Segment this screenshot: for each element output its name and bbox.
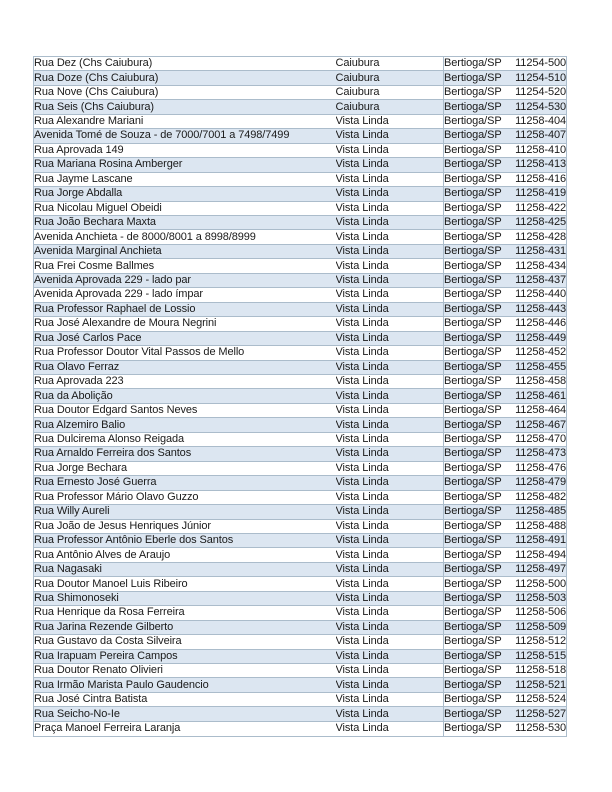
neighborhood-cell: Vista Linda (336, 505, 444, 519)
table-row (34, 692, 567, 706)
postal-code-cell: 11258-434 (508, 259, 567, 273)
city-state-cell: Bertioga/SP (444, 143, 508, 157)
table-row (34, 201, 567, 215)
table-row (34, 707, 567, 721)
table-row (34, 187, 567, 201)
city-state-cell: Bertioga/SP (444, 244, 508, 258)
table-row (34, 215, 567, 229)
neighborhood-cell: Vista Linda (336, 288, 444, 302)
city-state-cell: Bertioga/SP (444, 678, 508, 692)
table-row (34, 143, 567, 157)
table-row (34, 678, 567, 692)
city-state-cell: Bertioga/SP (444, 432, 508, 446)
table-row (34, 360, 567, 374)
postal-code-cell: 11258-440 (508, 288, 567, 302)
street-cell: Avenida Anchieta - de 8000/8001 a 8998/8999 (34, 230, 336, 244)
postal-code-cell: 11258-485 (508, 505, 567, 519)
table-row (34, 244, 567, 258)
postal-code-cell: 11258-443 (508, 302, 567, 316)
city-state-cell: Bertioga/SP (444, 562, 508, 576)
street-cell: Rua Arnaldo Ferreira dos Santos (34, 447, 336, 461)
street-cell: Rua José Carlos Pace (34, 331, 336, 345)
street-cell: Rua Seicho-No-Ie (34, 707, 336, 721)
table-row (34, 317, 567, 331)
city-state-cell: Bertioga/SP (444, 187, 508, 201)
city-state-cell: Bertioga/SP (444, 57, 508, 71)
neighborhood-cell: Caiubura (336, 100, 444, 114)
street-cell: Rua Olavo Ferraz (34, 360, 336, 374)
city-state-cell: Bertioga/SP (444, 519, 508, 533)
city-state-cell: Bertioga/SP (444, 707, 508, 721)
street-cell: Rua João de Jesus Henriques Júnior (34, 519, 336, 533)
postal-code-cell: 11258-512 (508, 635, 567, 649)
postal-code-cell: 11258-530 (508, 721, 567, 736)
table-row (34, 591, 567, 605)
city-state-cell: Bertioga/SP (444, 461, 508, 475)
street-cell: Rua José Cintra Batista (34, 692, 336, 706)
table-row (34, 418, 567, 432)
neighborhood-cell: Vista Linda (336, 432, 444, 446)
neighborhood-cell: Vista Linda (336, 403, 444, 417)
postal-code-cell: 11258-470 (508, 432, 567, 446)
city-state-cell: Bertioga/SP (444, 606, 508, 620)
street-cell: Rua Aprovada 223 (34, 374, 336, 388)
street-cell: Avenida Tomé de Souza - de 7000/7001 a 7498/7499 (34, 129, 336, 143)
street-cell: Rua Jayme Lascane (34, 172, 336, 186)
city-state-cell: Bertioga/SP (444, 389, 508, 403)
street-cell: Rua Ernesto José Guerra (34, 476, 336, 490)
postal-code-cell: 11258-446 (508, 317, 567, 331)
neighborhood-cell: Vista Linda (336, 591, 444, 605)
city-state-cell: Bertioga/SP (444, 273, 508, 287)
postal-code-cell: 11258-494 (508, 548, 567, 562)
table-row (34, 461, 567, 475)
city-state-cell: Bertioga/SP (444, 476, 508, 490)
city-state-cell: Bertioga/SP (444, 85, 508, 99)
street-cell: Rua Alzemiro Balio (34, 418, 336, 432)
postal-code-cell: 11258-473 (508, 447, 567, 461)
street-cell: Rua Professor Raphael de Lossio (34, 302, 336, 316)
table-row (34, 172, 567, 186)
neighborhood-cell: Vista Linda (336, 606, 444, 620)
street-cell: Rua Mariana Rosina Amberger (34, 158, 336, 172)
neighborhood-cell: Vista Linda (336, 476, 444, 490)
street-cell: Rua Nagasaki (34, 562, 336, 576)
street-cell: Rua Jarina Rezende Gilberto (34, 620, 336, 634)
table-row (34, 273, 567, 287)
table-row (34, 230, 567, 244)
table-row (34, 114, 567, 128)
table-row (34, 331, 567, 345)
table-row (34, 259, 567, 273)
table-row (34, 533, 567, 547)
city-state-cell: Bertioga/SP (444, 649, 508, 663)
city-state-cell: Bertioga/SP (444, 577, 508, 591)
neighborhood-cell: Caiubura (336, 85, 444, 99)
postal-code-cell: 11258-458 (508, 374, 567, 388)
table-row (34, 505, 567, 519)
table-row (34, 57, 567, 71)
street-cell: Rua Gustavo da Costa Silveira (34, 635, 336, 649)
neighborhood-cell: Vista Linda (336, 562, 444, 576)
street-cell: Rua Dulcirema Alonso Reigada (34, 432, 336, 446)
table-row (34, 374, 567, 388)
street-cell: Avenida Marginal Anchieta (34, 244, 336, 258)
neighborhood-cell: Vista Linda (336, 187, 444, 201)
postal-code-cell: 11258-461 (508, 389, 567, 403)
street-cell: Rua Jorge Bechara (34, 461, 336, 475)
city-state-cell: Bertioga/SP (444, 505, 508, 519)
neighborhood-cell: Vista Linda (336, 374, 444, 388)
neighborhood-cell: Vista Linda (336, 244, 444, 258)
city-state-cell: Bertioga/SP (444, 100, 508, 114)
city-state-cell: Bertioga/SP (444, 418, 508, 432)
city-state-cell: Bertioga/SP (444, 346, 508, 360)
neighborhood-cell: Vista Linda (336, 331, 444, 345)
street-cell: Rua da Abolição (34, 389, 336, 403)
neighborhood-cell: Vista Linda (336, 273, 444, 287)
neighborhood-cell: Vista Linda (336, 707, 444, 721)
neighborhood-cell: Vista Linda (336, 317, 444, 331)
postal-code-cell: 11258-419 (508, 187, 567, 201)
table-row (34, 721, 567, 736)
postal-code-cell: 11258-464 (508, 403, 567, 417)
neighborhood-cell: Vista Linda (336, 447, 444, 461)
table-row (34, 664, 567, 678)
table-row (34, 635, 567, 649)
city-state-cell: Bertioga/SP (444, 692, 508, 706)
neighborhood-cell: Vista Linda (336, 129, 444, 143)
street-cell: Rua João Bechara Maxta (34, 215, 336, 229)
city-state-cell: Bertioga/SP (444, 288, 508, 302)
street-cell: Rua Nove (Chs Caiubura) (34, 85, 336, 99)
city-state-cell: Bertioga/SP (444, 259, 508, 273)
neighborhood-cell: Vista Linda (336, 201, 444, 215)
street-cell: Rua Irapuam Pereira Campos (34, 649, 336, 663)
neighborhood-cell: Caiubura (336, 71, 444, 85)
table-row (34, 649, 567, 663)
street-cell: Rua Seis (Chs Caiubura) (34, 100, 336, 114)
neighborhood-cell: Vista Linda (336, 461, 444, 475)
city-state-cell: Bertioga/SP (444, 533, 508, 547)
street-cell: Rua Aprovada 149 (34, 143, 336, 157)
street-cell: Rua Professor Doutor Vital Passos de Mello (34, 346, 336, 360)
city-state-cell: Bertioga/SP (444, 71, 508, 85)
street-cell: Rua Doutor Renato Olivieri (34, 664, 336, 678)
table-row (34, 476, 567, 490)
city-state-cell: Bertioga/SP (444, 114, 508, 128)
table-row (34, 432, 567, 446)
table-row (34, 606, 567, 620)
postal-code-cell: 11258-425 (508, 215, 567, 229)
postal-code-cell: 11258-527 (508, 707, 567, 721)
neighborhood-cell: Vista Linda (336, 259, 444, 273)
postal-code-cell: 11258-476 (508, 461, 567, 475)
table-row (34, 346, 567, 360)
table-row (34, 100, 567, 114)
street-cell: Avenida Aprovada 229 - lado ímpar (34, 288, 336, 302)
neighborhood-cell: Vista Linda (336, 215, 444, 229)
postal-code-cell: 11258-437 (508, 273, 567, 287)
street-cell: Rua Doutor Edgard Santos Neves (34, 403, 336, 417)
postal-code-cell: 11258-506 (508, 606, 567, 620)
postal-code-cell: 11258-422 (508, 201, 567, 215)
city-state-cell: Bertioga/SP (444, 215, 508, 229)
neighborhood-cell: Vista Linda (336, 114, 444, 128)
street-cell: Rua Alexandre Mariani (34, 114, 336, 128)
cep-street-table (33, 56, 567, 737)
city-state-cell: Bertioga/SP (444, 360, 508, 374)
table-row (34, 288, 567, 302)
city-state-cell: Bertioga/SP (444, 490, 508, 504)
neighborhood-cell: Vista Linda (336, 620, 444, 634)
city-state-cell: Bertioga/SP (444, 317, 508, 331)
neighborhood-cell: Vista Linda (336, 360, 444, 374)
neighborhood-cell: Vista Linda (336, 577, 444, 591)
postal-code-cell: 11258-521 (508, 678, 567, 692)
table-row (34, 302, 567, 316)
city-state-cell: Bertioga/SP (444, 331, 508, 345)
street-cell: Rua Frei Cosme Ballmes (34, 259, 336, 273)
postal-code-cell: 11258-515 (508, 649, 567, 663)
table-row (34, 129, 567, 143)
table-row (34, 490, 567, 504)
neighborhood-cell: Vista Linda (336, 692, 444, 706)
table-row (34, 620, 567, 634)
table-row (34, 447, 567, 461)
neighborhood-cell: Vista Linda (336, 389, 444, 403)
city-state-cell: Bertioga/SP (444, 548, 508, 562)
neighborhood-cell: Vista Linda (336, 346, 444, 360)
neighborhood-cell: Vista Linda (336, 172, 444, 186)
postal-code-cell: 11254-500 (508, 57, 567, 71)
postal-code-cell: 11258-503 (508, 591, 567, 605)
table-row (34, 85, 567, 99)
city-state-cell: Bertioga/SP (444, 447, 508, 461)
neighborhood-cell: Caiubura (336, 57, 444, 71)
street-cell: Rua José Alexandre de Moura Negrini (34, 317, 336, 331)
table-row (34, 562, 567, 576)
neighborhood-cell: Vista Linda (336, 143, 444, 157)
postal-code-cell: 11254-530 (508, 100, 567, 114)
neighborhood-cell: Vista Linda (336, 302, 444, 316)
city-state-cell: Bertioga/SP (444, 635, 508, 649)
street-cell: Rua Henrique da Rosa Ferreira (34, 606, 336, 620)
street-cell: Rua Jorge Abdalla (34, 187, 336, 201)
street-cell: Rua Willy Aureli (34, 505, 336, 519)
postal-code-cell: 11258-518 (508, 664, 567, 678)
table-row (34, 158, 567, 172)
postal-code-cell: 11258-407 (508, 129, 567, 143)
neighborhood-cell: Vista Linda (336, 230, 444, 244)
street-cell: Praça Manoel Ferreira Laranja (34, 721, 336, 736)
street-cell: Rua Shimonoseki (34, 591, 336, 605)
postal-code-cell: 11258-449 (508, 331, 567, 345)
table-row (34, 548, 567, 562)
postal-code-cell: 11258-497 (508, 562, 567, 576)
postal-code-cell: 11258-410 (508, 143, 567, 157)
city-state-cell: Bertioga/SP (444, 230, 508, 244)
street-cell: Rua Doze (Chs Caiubura) (34, 71, 336, 85)
postal-code-cell: 11258-455 (508, 360, 567, 374)
neighborhood-cell: Vista Linda (336, 418, 444, 432)
city-state-cell: Bertioga/SP (444, 620, 508, 634)
table-row (34, 577, 567, 591)
city-state-cell: Bertioga/SP (444, 591, 508, 605)
neighborhood-cell: Vista Linda (336, 519, 444, 533)
postal-code-cell: 11254-520 (508, 85, 567, 99)
city-state-cell: Bertioga/SP (444, 129, 508, 143)
neighborhood-cell: Vista Linda (336, 548, 444, 562)
postal-code-cell: 11258-413 (508, 158, 567, 172)
postal-code-cell: 11258-524 (508, 692, 567, 706)
neighborhood-cell: Vista Linda (336, 158, 444, 172)
city-state-cell: Bertioga/SP (444, 664, 508, 678)
neighborhood-cell: Vista Linda (336, 664, 444, 678)
city-state-cell: Bertioga/SP (444, 403, 508, 417)
postal-code-cell: 11258-488 (508, 519, 567, 533)
cep-street-table-body (34, 57, 567, 737)
neighborhood-cell: Vista Linda (336, 635, 444, 649)
neighborhood-cell: Vista Linda (336, 533, 444, 547)
street-cell: Rua Irmão Marista Paulo Gaudencio (34, 678, 336, 692)
city-state-cell: Bertioga/SP (444, 302, 508, 316)
street-cell: Rua Professor Antônio Eberle dos Santos (34, 533, 336, 547)
neighborhood-cell: Vista Linda (336, 490, 444, 504)
table-row (34, 71, 567, 85)
table-row (34, 389, 567, 403)
neighborhood-cell: Vista Linda (336, 721, 444, 736)
neighborhood-cell: Vista Linda (336, 649, 444, 663)
postal-code-cell: 11258-428 (508, 230, 567, 244)
postal-code-cell: 11258-509 (508, 620, 567, 634)
street-cell: Rua Dez (Chs Caiubura) (34, 57, 336, 71)
city-state-cell: Bertioga/SP (444, 158, 508, 172)
postal-code-cell: 11258-491 (508, 533, 567, 547)
city-state-cell: Bertioga/SP (444, 172, 508, 186)
postal-code-cell: 11258-467 (508, 418, 567, 432)
street-cell: Rua Doutor Manoel Luis Ribeiro (34, 577, 336, 591)
street-cell: Avenida Aprovada 229 - lado par (34, 273, 336, 287)
table-row (34, 519, 567, 533)
postal-code-cell: 11258-482 (508, 490, 567, 504)
street-cell: Rua Nicolau Miguel Obeidi (34, 201, 336, 215)
postal-code-cell: 11258-452 (508, 346, 567, 360)
city-state-cell: Bertioga/SP (444, 374, 508, 388)
postal-code-cell: 11258-431 (508, 244, 567, 258)
city-state-cell: Bertioga/SP (444, 721, 508, 736)
city-state-cell: Bertioga/SP (444, 201, 508, 215)
neighborhood-cell: Vista Linda (336, 678, 444, 692)
postal-code-cell: 11258-404 (508, 114, 567, 128)
table-row (34, 403, 567, 417)
street-cell: Rua Professor Mário Olavo Guzzo (34, 490, 336, 504)
postal-code-cell: 11258-416 (508, 172, 567, 186)
postal-code-cell: 11258-500 (508, 577, 567, 591)
postal-code-cell: 11258-479 (508, 476, 567, 490)
postal-code-cell: 11254-510 (508, 71, 567, 85)
street-cell: Rua Antônio Alves de Araujo (34, 548, 336, 562)
